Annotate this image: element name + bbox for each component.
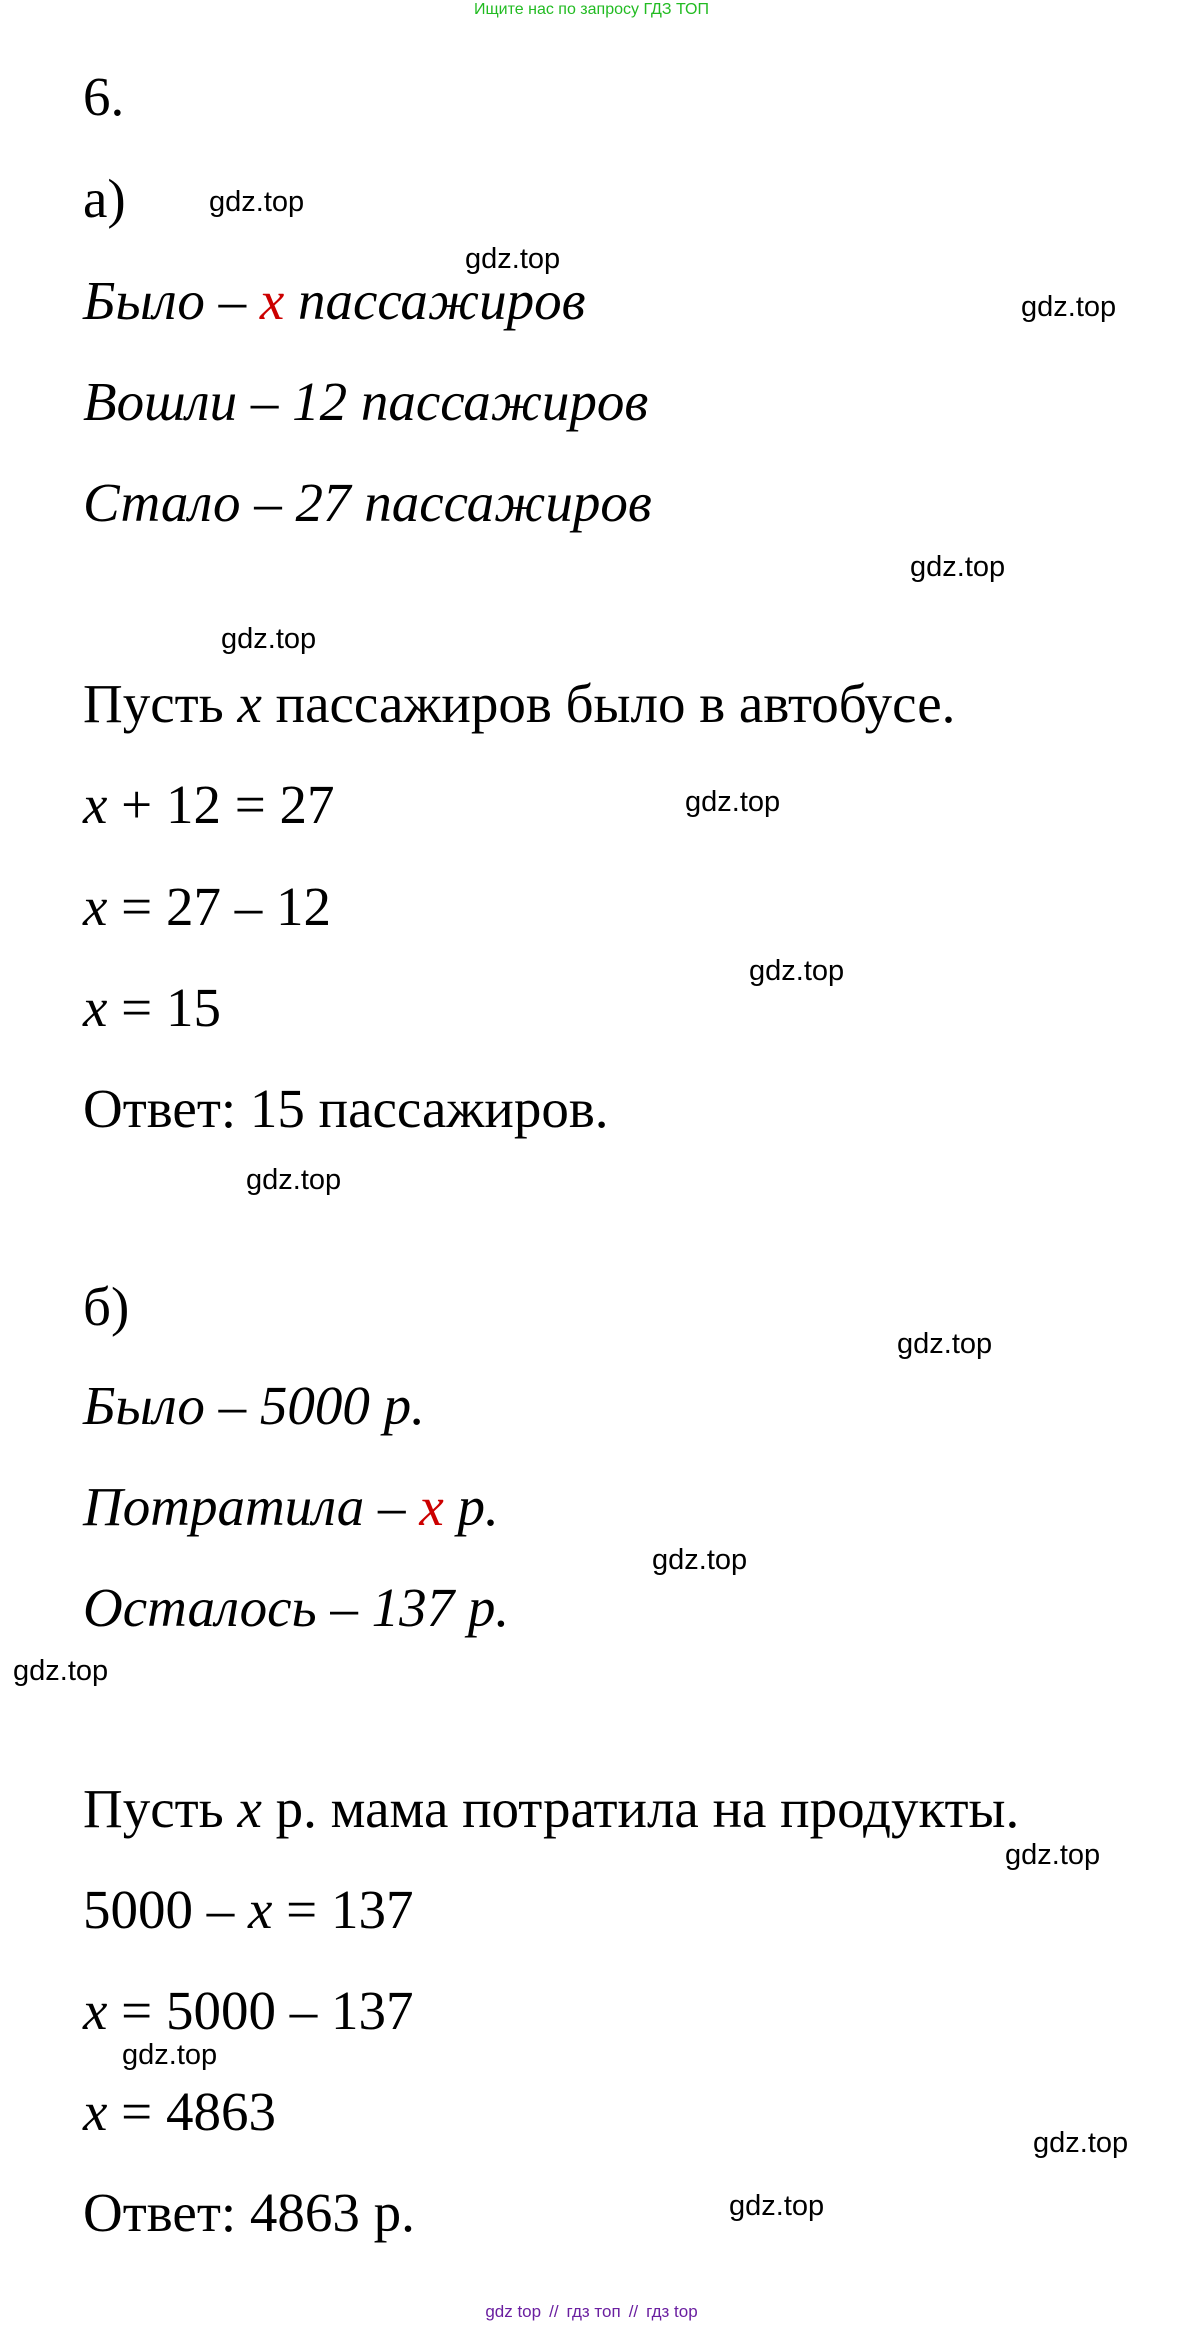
footer-separator: // [628,2302,639,2321]
watermark: gdz.top [1033,2127,1129,2159]
part-a-equation-2: x = 27 – 12 [83,876,331,937]
variable-x: x [259,270,285,331]
variable-x: x [237,673,262,734]
variable-x: x [419,1476,444,1537]
part-a-answer: Ответ: 15 пассажиров. [83,1078,609,1139]
part-b-label: б) [83,1276,130,1337]
footer-item: гдз топ [566,2302,621,2321]
watermark: gdz.top [897,1328,993,1360]
watermark: gdz.top [910,551,1006,583]
part-a-label: а) [83,168,126,229]
part-a-given-was: Было – x пассажиров [83,270,586,331]
watermark: gdz.top [13,1655,109,1687]
part-b-let-statement: Пусть x р. мама потратила на продукты. [83,1778,1020,1839]
part-a-equation-3: x = 15 [83,977,221,1038]
watermark: gdz.top [1005,1839,1101,1871]
watermark: gdz.top [729,2190,825,2222]
top-banner: Ищите нас по запросу ГДЗ ТОП [474,1,709,18]
footer-item: гдз top [646,2302,698,2321]
watermark: gdz.top [122,2039,218,2071]
footer-separator: // [549,2302,559,2321]
part-b-equation-1: 5000 – x = 137 [83,1879,414,1940]
part-a-let-statement: Пусть x пассажиров было в автобусе. [83,673,956,734]
part-a-given-entered: Вошли – 12 пассажиров [83,371,649,432]
watermark: gdz.top [1021,291,1117,323]
watermark: gdz.top [221,623,317,655]
watermark: gdz.top [652,1544,748,1576]
watermark: gdz.top [685,786,781,818]
task-number: 6. [83,66,125,127]
footer-item: gdz top [485,2302,542,2321]
part-b-given-left: Осталось – 137 р. [83,1577,510,1638]
part-b-answer: Ответ: 4863 р. [83,2182,415,2243]
part-b-equation-2: x = 5000 – 137 [83,1980,414,2041]
watermark: gdz.top [465,243,561,275]
part-b-given-was: Было – 5000 р. [83,1375,425,1436]
variable-x: x [237,1778,262,1839]
watermark: gdz.top [749,955,845,987]
watermark: gdz.top [209,186,305,218]
part-b-equation-3: x = 4863 [83,2081,276,2142]
part-a-given-became: Стало – 27 пассажиров [83,472,652,533]
part-a-equation-1: x + 12 = 27 [83,774,335,835]
part-b-given-spent: Потратила – x р. [83,1476,499,1537]
footer [0,2302,1183,2322]
watermark: gdz.top [246,1164,342,1196]
